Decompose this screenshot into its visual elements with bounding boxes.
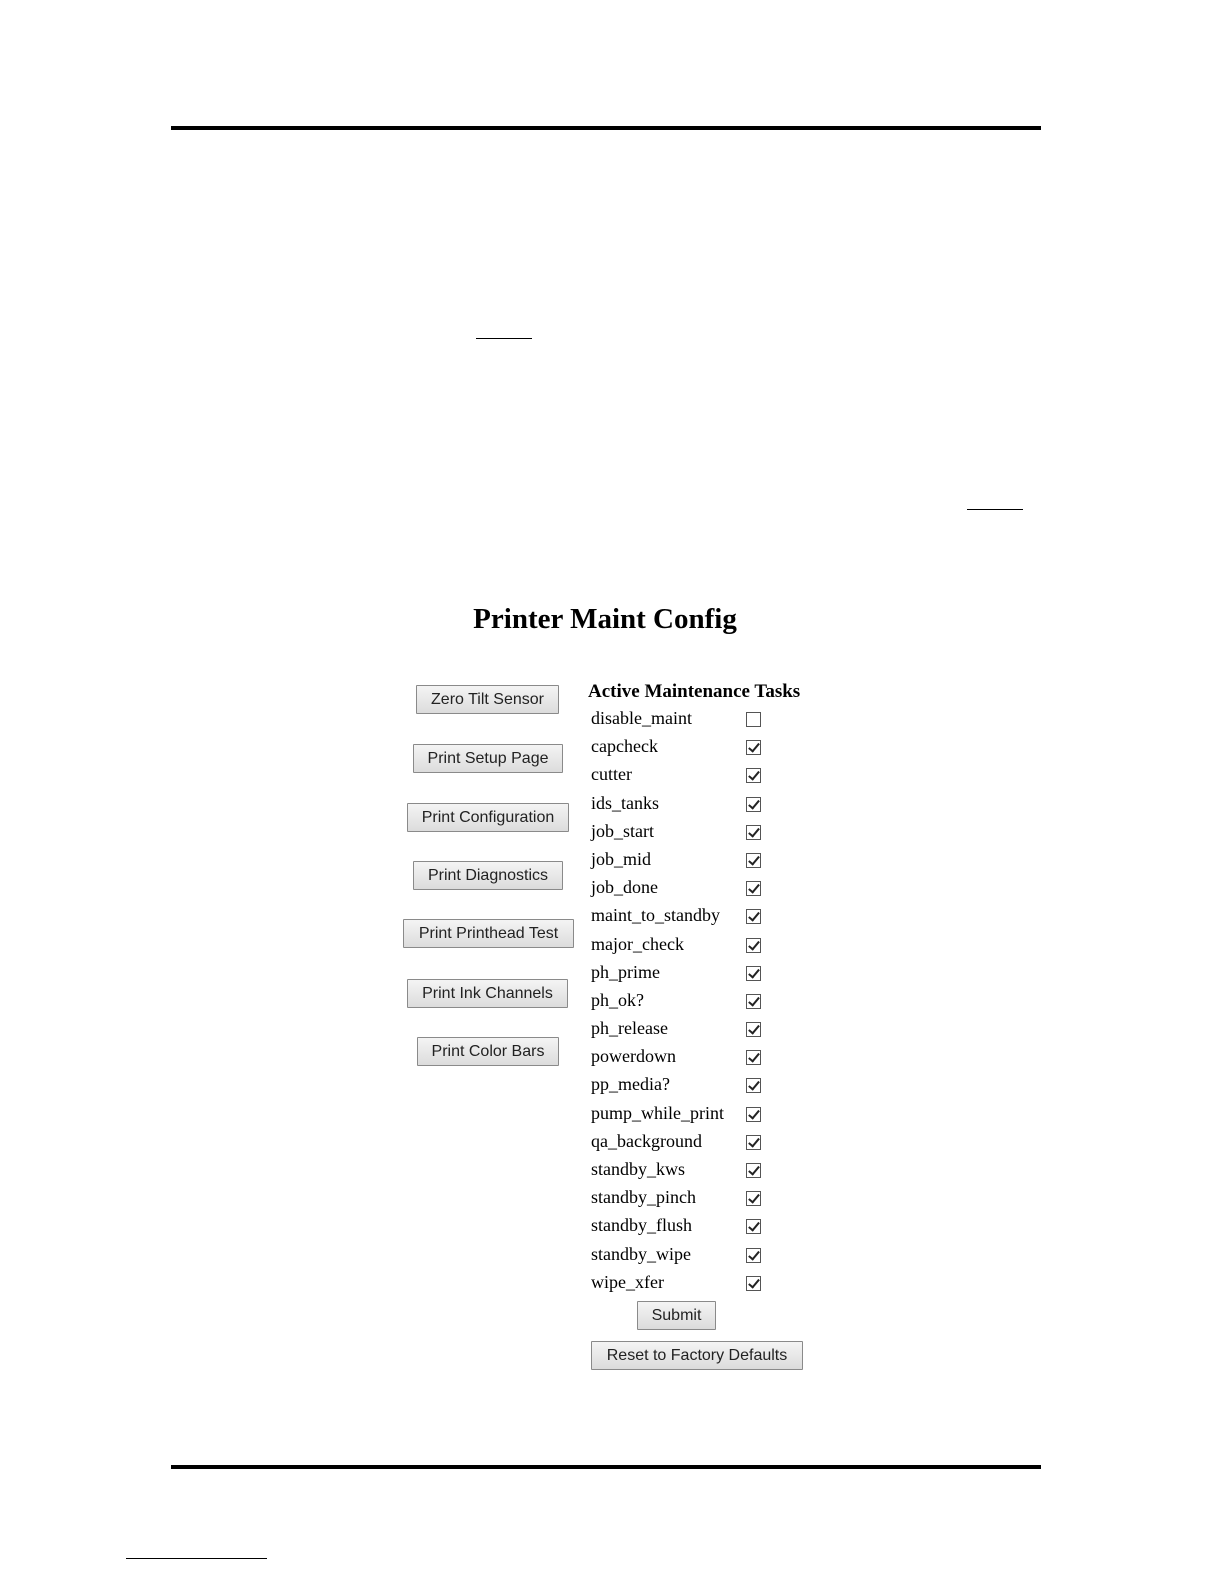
task-checkbox[interactable]	[746, 797, 761, 812]
task-checkbox[interactable]	[746, 938, 761, 953]
task-label: pump_while_print	[591, 1102, 724, 1123]
print-configuration-button[interactable]: Print Configuration	[407, 803, 569, 832]
task-row	[591, 1242, 771, 1270]
task-row	[591, 791, 771, 819]
task-checkbox[interactable]	[746, 994, 761, 1009]
task-row	[591, 1129, 771, 1157]
task-row	[591, 875, 771, 903]
task-label: ph_release	[591, 1018, 668, 1039]
task-label: wipe_xfer	[591, 1271, 664, 1292]
task-label: major_check	[591, 933, 684, 954]
task-row	[591, 1157, 771, 1185]
task-row	[591, 1016, 771, 1044]
task-label: disable_maint	[591, 708, 692, 728]
task-row	[591, 1044, 771, 1072]
task-row	[591, 734, 771, 762]
task-checkbox[interactable]	[746, 768, 761, 783]
task-checkbox[interactable]	[746, 853, 761, 868]
task-list	[591, 706, 771, 1298]
task-checkbox[interactable]	[746, 1078, 761, 1093]
task-row	[591, 847, 771, 875]
task-checkbox[interactable]	[746, 1219, 761, 1234]
header-rule	[171, 126, 1041, 130]
print-ink-channels-button[interactable]: Print Ink Channels	[407, 979, 568, 1008]
footer-link-underline	[126, 1558, 267, 1559]
task-checkbox[interactable]	[746, 1022, 761, 1037]
page-title: Printer Maint Config	[473, 603, 737, 635]
footer-rule	[171, 1465, 1041, 1469]
task-row	[591, 960, 771, 988]
print-diagnostics-button[interactable]: Print Diagnostics	[413, 861, 563, 890]
task-label: standby_wipe	[591, 1243, 691, 1264]
task-label: cutter	[591, 764, 632, 785]
task-checkbox[interactable]	[746, 1050, 761, 1065]
blank-line	[967, 509, 1023, 510]
zero-tilt-sensor-button[interactable]: Zero Tilt Sensor	[416, 685, 559, 714]
task-row	[591, 1072, 771, 1100]
submit-button[interactable]: Submit	[637, 1301, 716, 1330]
task-label: qa_background	[591, 1130, 702, 1151]
task-row	[591, 988, 771, 1016]
task-label: job_done	[591, 877, 658, 898]
task-label: capcheck	[591, 736, 658, 757]
task-checkbox[interactable]	[746, 712, 761, 727]
task-checkbox[interactable]	[746, 1248, 761, 1263]
blank-line	[476, 338, 532, 339]
reset-factory-defaults-button[interactable]: Reset to Factory Defaults	[591, 1341, 803, 1370]
task-checkbox[interactable]	[746, 1276, 761, 1291]
tasks-heading: Active Maintenance Tasks	[588, 681, 801, 702]
task-row	[591, 819, 771, 847]
task-checkbox[interactable]	[746, 966, 761, 981]
task-label: standby_flush	[591, 1215, 692, 1236]
task-label: ids_tanks	[591, 792, 660, 813]
task-label: ph_prime	[591, 961, 660, 982]
task-row	[591, 903, 771, 931]
task-label: powerdown	[591, 1046, 676, 1067]
task-row	[591, 1213, 771, 1241]
task-label: pp_media?	[591, 1074, 670, 1095]
task-label: ph_ok?	[591, 989, 644, 1010]
print-printhead-test-button[interactable]: Print Printhead Test	[403, 919, 574, 948]
task-checkbox[interactable]	[746, 740, 761, 755]
task-row	[591, 706, 771, 734]
task-checkbox[interactable]	[746, 1135, 761, 1150]
print-color-bars-button[interactable]: Print Color Bars	[417, 1037, 559, 1066]
task-label: standby_kws	[591, 1159, 685, 1179]
print-setup-page-button[interactable]: Print Setup Page	[413, 744, 563, 773]
task-label: job_mid	[591, 848, 652, 869]
task-row	[591, 1185, 771, 1213]
task-checkbox[interactable]	[746, 1107, 761, 1122]
task-label: standby_pinch	[591, 1187, 696, 1208]
task-checkbox[interactable]	[746, 1163, 761, 1178]
task-row	[591, 1270, 771, 1298]
task-row	[591, 762, 771, 790]
task-row	[591, 1101, 771, 1129]
task-label: job_start	[591, 820, 654, 841]
task-checkbox[interactable]	[746, 1191, 761, 1206]
task-checkbox[interactable]	[746, 825, 761, 840]
task-label: maint_to_standby	[591, 905, 720, 926]
task-checkbox[interactable]	[746, 881, 761, 896]
task-checkbox[interactable]	[746, 909, 761, 924]
task-row	[591, 932, 771, 960]
